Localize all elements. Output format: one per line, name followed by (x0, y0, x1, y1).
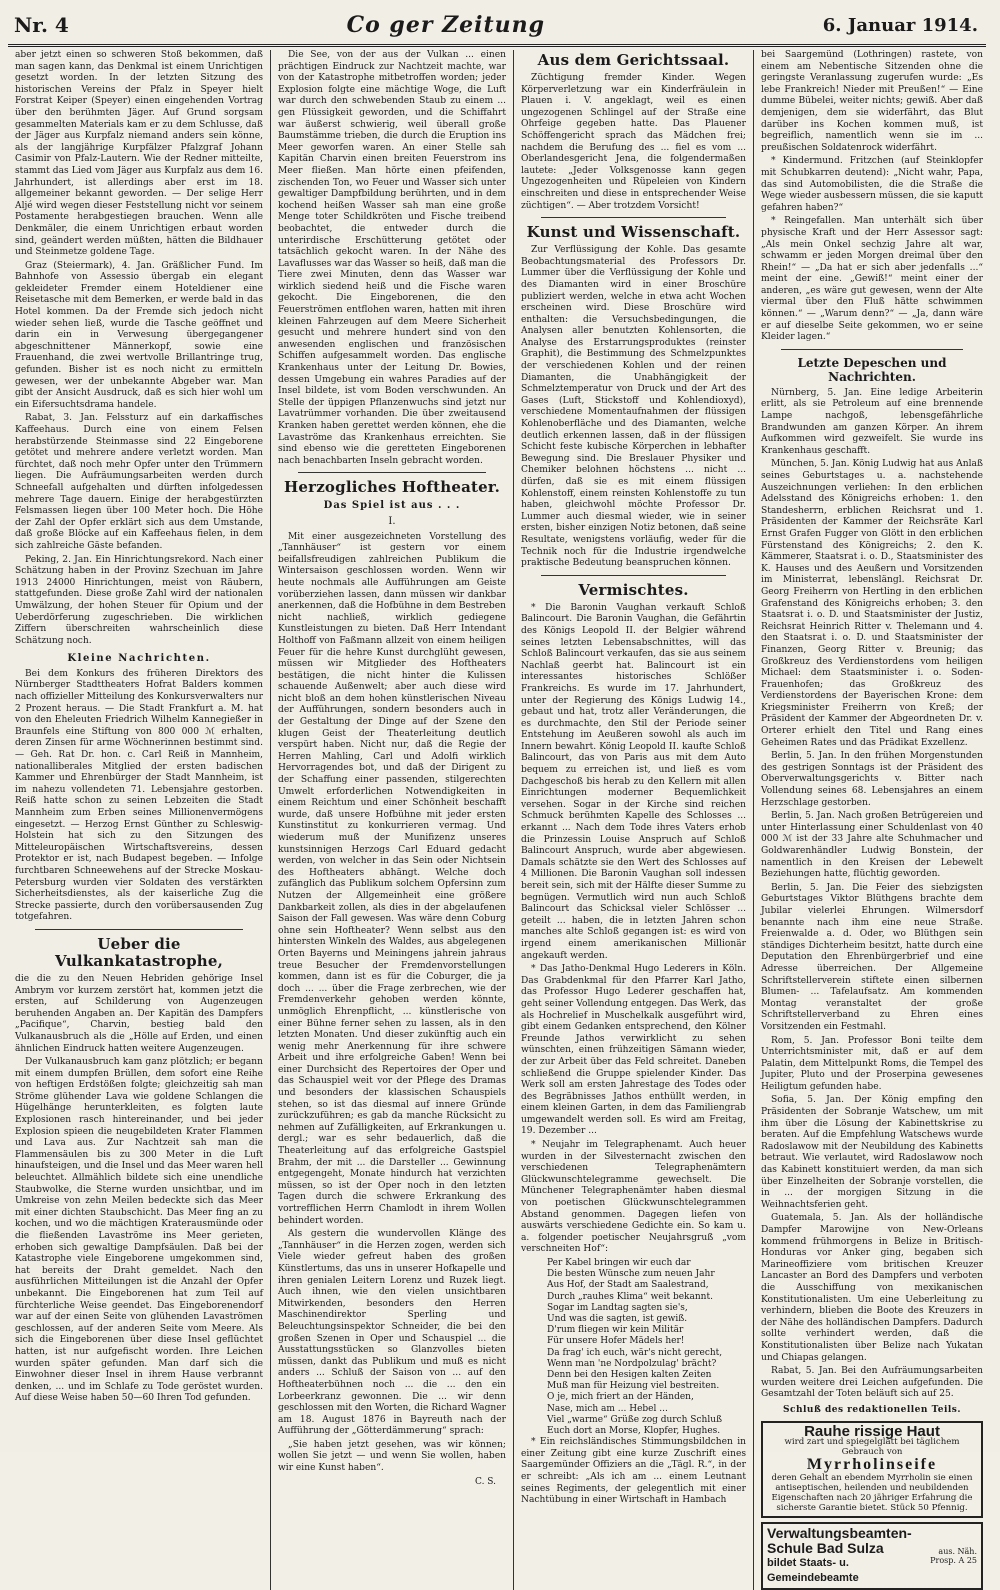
article-text: Bei dem Konkurs des früheren Direktors des Nürnberger Stadttheaters Hofrat Balders kommen nach offizieller Mitteilung des Konkursverwalters nur 2 Prozent heraus. — Die Stadt Frankfurt a. M. hat von den Eheleuten Friedrich Wilhelm Kannegießer in Braunfels eine Stiftung von 800 000 ℳ erhalten, deren Zinsen für arme Wöchnerinnen bestimmt sind. — Geh. Rat Dr. hon. c. Carl Reiß in Mannheim, nationalliberales Mitglied der ersten badischen Kammer und Ehrenbürger der Stadt Mannheim, ist im nahezu vollendeten 71. Lebensjahre gestorben. Reiß hatte schon zu seinen Lebzeiten die Stadt Mannheim zum Erben seines Millionenvermögens eingesetzt. — Herzog Ernst Günther zu Schleswig-Holstein hat sich zu den Sitzungen des Mitteleuropäischen Wirtschaftsvereins, dessen Protektor er ist, nach Budapest begeben. — Infolge furchtbaren Schneewehens auf der Strecke Moskau-Petersburg wurden vier Soldaten des verstärkten Sicherheitsdienstes, als der kaiserliche Zug die Strecke passierte, durch den vorübersausenden Zug totgefahren. (15, 668, 263, 923)
section-heading: Letzte Depeschen und Nachrichten. (797, 355, 947, 384)
article-text: Berlin, 5. Jan. Nach großen Betrügereien und unter Hinterlassung einer Schuldenlast von 40 000 ℳ ist der 33 Jahre alte Schuhmacher und Goldwarenhändler Ludwig Bonstein, der namentlich in den Kreisen der Lebewelt Beziehungen hatte, flüchtig geworden. (761, 811, 983, 880)
divider (298, 472, 486, 473)
poem-line: Viel „warme“ Grüße zog durch Schluß (547, 1414, 722, 1425)
poem-line: Da frag' ich euch, wär's nicht gerecht, (547, 1347, 723, 1358)
article-text: Rom, 5. Jan. Professor Boni teilte dem Unterrichtsminister mit, daß er auf dem Palatin, dem Mittelpunkt Roms, die Tempel des Jupiter, Pluto und der Proserpina gewesenes Heiligtum gefunden habe. (761, 1035, 983, 1092)
poem-line: Nase, mich am ... Hebel ... (547, 1403, 668, 1414)
ad-school-line: bildet Staats- u. Gemeindebeamte (767, 1556, 859, 1584)
section-heading: Aus dem Gerichtssaal. (537, 51, 730, 69)
ad-brand: Myrrholinseife (806, 1456, 938, 1474)
ad-text: wird zart und spiegelglatt bei täglichem Gebrauch von (784, 1437, 960, 1458)
article-text: Graz (Steiermark), 4. Jan. Gräßlicher Fund. Im Bahnhofe von Assessio übergab ein elegant gekleideter Fremder einem Hoteldiener eine Reisetasche mit dem Bemerken, er werde bald in das Hotel kommen. Da der Fremde sich jedoch nicht wieder sehen ließ, wurde die Tasche geöffnet und darin ein in Verwesung übergegangener abgeschnittener Männerkopf, sowie eine Frauenhand, die zwei wertvolle Brillantringe trug, gefunden. Bisher ist es noch nicht zu ermitteln gewesen, wer der unbekannte Abgeber war. Man gibt der Ansicht Ausdruck, daß es sich hier wohl um ein Eifersuchtsdrama handele. (15, 260, 263, 410)
column-2 (271, 50, 514, 1590)
article-text: die die zu den Neuen Hebriden gehörige Insel Ambrym vor kurzem zerstört hat, kommen jetzt die ersten, auf Schilderung von Augenzeugen beruhenden Angaben an. Der Kapitän des Dampfers „Pacifique“, Charvin, bestieg bald den Vulkanausbruch als die „Hölle auf Erden, und einen ähnlichen Eindruck hatten weitere Augenzeugen. (15, 973, 263, 1054)
poem-line: Muß man für Heizung viel bestreiten. (547, 1381, 720, 1392)
poem-line: Durch „rauhes Klima“ weit bekannt. (547, 1291, 713, 1302)
section-heading: Ueber die Vulkankatastrophe, (54, 934, 224, 970)
article-text: Peking, 2. Jan. Ein Hinrichtungsrekord. Nach einer Schätzung haben in der Provinz Szechuan im Jahre 1913 24000 Hinrichtungen, meist von Räubern, stattgefunden. Diese große Zahl wird der nationalen Umwälzung, der hohen Steuer für Opium und der Ueberdörferung zugeschrieben. Die wirklichen Ziffern überschreiten wahrscheinlich diese Schätzung noch. (15, 554, 263, 646)
newspaper-title: Co ger Zeitung (346, 12, 546, 38)
advertisement-school (761, 1522, 983, 1590)
article-text: Nürnberg, 5. Jan. Eine ledige Arbeiterin erlitt, als sie Petroleum auf eine brennende Lampe nachgoß, lebensgefährliche Brandwunden am ganzen Körper. An ihrem Aufkommen wird gezweifelt. Sie wurde ins Krankenhaus geschafft. (761, 387, 983, 456)
article-text: Mit einer ausgezeichneten Vorstellung des „Tannhäuser“ ist gestern vor einem beifallsfreudigen zahlreichen Publikum die Wintersaison geschlossen worden. Wenn wir heute nochmals alle Aufführungen am Geiste vorüberziehen lassen, dann müssen wir dankbar anerkennen, daß die Hofbühne in dem Bestreben nicht nachließ, wirklich gediegene Kunstleistungen zu bieten. Daß Herr Intendant Holthoff von Faßmann allzeit von einem heiligen Feuer für die hehre Kunst durchglüht gewesen, müssen wir Mitglieder des Hoftheaters bestätigen, die nicht hinter die Kulissen schauende Außenwelt; aber auch diese wird nicht bloß an dem hohen künstlerischen Niveau der Aufführungen, sondern besonders auch in der Gestaltung der Dinge auf der Szene den klugen Geist der Theaterleitung deutlich verspürt haben. Nicht nur, daß die Regie der Herren Mahling, Carl und Adolfi wirklich Hervorragendes bot, und daß der Dirigent zu der Schaffung einer passenden, stilgerechten Umwelt erforderlichen Notwendigkeiten in einem Reichtum und einer Schönheit beschafft wurde, daß unsere Hofbühne mit jeder ersten Kunstinstitut zu konkurrieren vermag. Und wiederum muß der Munifizenz unseres kunstsinnigen Herzogs Carl Eduard gedacht werden, von welcher in das Sein oder Nichtsein des Hoftheaters abhängt. Welche doch zufänglich das Publikum solchem Opfersinn zum Nutzen der Allgemeinheit eine größere Dankbarkeit zollen, als dies in der abgelaufenen Saison der Fall gewesen. Was wäre denn Coburg ohne sein Hoftheater? Wenn selbst aus den hintersten Winkeln des Waldes, aus abgelegenen Orten Bayerns und Meiningens jahrein jahraus treue Besucher der Fremdenvorstellungen kommen, dann ist es für die Coburger, die ja doch ... ... über die Frage zerbrechen, wie der Fremdenverkehr gehoben werden könnte, unmöglich Ehrenpflicht, ... künstlerische von einer Bühne ferner sehen zu lassen, als in den letzten Monaten. Und dieser zukünftig auch ein wenig mehr Anerkennung für ihre schwere Arbeit und ihre erfolgreiche Gaben! Wenn bei einer Durchsicht des Repertoires der Oper und das Schauspiel weit vor der Pflege des Dramas und besonders der klassischen Schauspiels stehen, so ist das diesmal auf innere Gründe zurückzuführen; es gab da manche Rücksicht zu nehmen auf Zufälligkeiten, auf Erkrankungen u. dergl.; war es sehr bedauerlich, daß die Theaterleitung auf das erfolgreiche Gastspiel Brahm, der mit ... die Darsteller ... Gewinnung entgegengeht, Monate hindurch hat verzichten müssen, so ist der Oper noch in den letzten Tagen durch die schwere Erkrankung des vortrefflichen Herrn Chamlodt in ihrem Wollen behindert worden. (278, 531, 506, 1226)
poem-line: Per Kabel bringen wir euch dar (547, 1258, 691, 1268)
article-text: * Die Baronin Vaughan verkauft Schloß Balincourt. Die Baronin Vaughan, die Gefährtin des Königs Leopold II. der Belgier während seines letzten Lebensabschnittes, will das Schloß Balincourt verkaufen, das sie aus seinem Nachlaß geerbt hat. Balincourt ist ein interessantes historisches Schlößer Frankreichs. Es wurde im 17. Jahrhundert, unter der Regierung des Königs Ludwig 14., gebaut und hat, trotz aller Veränderungen, die es durchmachte, den Stil der Periode seiner Entstehung im Aeußeren sowohl als auch im Innern bewahrt. König Leopold II. kaufte Schloß Balincourt, das von Paris aus mit dem Auto bequem zu erreichen ist, und ließ es vom Dachgeschoß bis herab zu den Kellern mit allen Einrichtungen moderner Bequemlichkeit versehen. Sogar in der Kirche sind reichen Schmuck berühmten Kapelle des Schlosses ... erkannt ... Nach dem Tode ihres Vaters erhob die Prinzessin Louise Anspruch auf Schloß Balincourt Anspruch, wurde aber abgewiesen. Damals schätzte sie den Wert des Schlosses auf 4 Millionen. Die Baronin Vaughan soll indessen bereit sein, sich mit der Hälfte dieser Summe zu begnügen. Vermutlich wird nun auch Schloß Balincourt das Schicksal vieler Schlösser ... geteilt ... haben, die in letzten Jahren schon manches alte Schloß gegangen ist: es wird von irgend einem amerikanischen Millionär angekauft werden. (521, 602, 746, 961)
poem-line: Die besten Wünsche zum neuen Jahr (547, 1269, 715, 1280)
columns (8, 50, 990, 1584)
article-text: Berlin, 5. Jan. In den frühen Morgenstunden des gestrigen Sonntags ist der Präsident des Oberverwaltungsgerichts v. Bitter nach Vollendung seines 68. Lebensjahres an einem Herzschlage gestorben. (761, 751, 983, 808)
part-number: I. (388, 515, 396, 527)
poem-line: Wenn man 'ne Nordpolzulag' brächt? (547, 1358, 717, 1369)
article-text: bei Saargemünd (Lothringen) rastete, von einem am Nebentische Sitzenden ohne die geringste Veranlassung zugerufen wurde: „Es lebe Frankreich! Nieder mit Preußen!“ — Eine dumme Bübelei, weiter nichts; gewiß. Aber daß demjenigen, dem sie widerfährt, das Blut darüber ins Kochen kommen muß, ist begreiflich, namentlich wenn sie im ... preußischen Soldatenrock widerfährt. (761, 50, 983, 153)
article-text: Rabat, 5. Jan. Bei den Aufräumungsarbeiten wurden weitere drei Leichen aufgefunden. Die Gesamtzahl der Toten beläuft sich auf 25. (761, 1366, 983, 1400)
article-text: Sofia, 5. Jan. Der König empfing den Präsidenten der Sobranje Watschew, um mit ihm über die Lösung der Kabinettskrise zu beraten. Auf die Empfehlung Watschews wurde Radoslawow mit der Neubildung des Kabinetts betraut. Wie verlautet, wird Radoslawow noch das Kabinett konstituiert werden, da man sich über Einzelheiten der Sobranje vorstellen, die in ... der morgigen Sitzung in die Weihnachtsferien geht. (761, 1095, 983, 1210)
ad-text: deren Gehalt an ebendem Myrrholin sie einen antiseptischen, heilenden und neubildenden Eigenschaften nach 20 jähriger Erfahrung die sicherste Garantie bietet. Stück 50 Pfennig. (771, 1472, 973, 1513)
divider (781, 349, 963, 350)
article-text: Züchtigung fremder Kinder. Wegen Körperverletzung war ein Kinderfräulein in Plauen i. V. angeklagt, weil es einen ungezogenen Schlingel auf der Straße eine Ohrfeige gegeben hatte. Das Plauener Schöffengericht sprach das Mädchen frei; nachdem die Berufung des ... fiel es vom ... Oberlandesgericht Jena, die folgendermaßen lautete: „Jeder Volksgenosse kann gegen Ungezogenheiten und Rüpeleien von Kindern einschreiten und diese in entsprechender Weise züchtigen“. — Aber trotzdem Vorsicht! (521, 73, 746, 211)
ad-school-name: Verwaltungsbeamten-Schule Bad Sulza (767, 1524, 912, 1556)
article-text: Zur Verflüssigung der Kohle. Das gesamte Beobachtungsmaterial des Professors Dr. Lummer über die Verflüssigung der Kohle und des Diamanten wird in einer Broschüre publiziert werden, welche in etwa acht Wochen erscheinen wird. Diese Broschüre wird enthalten: die Versuchsbedingungen, die Analysen aller benutzten Kohlensorten, die Analyse des Erstarrungsproduktes (reinster Graphit), die Bestimmung des Schmelzpunktes der verschiedenen Kohlen und der reinen Diamanten, die Unabhängigkeit der Schmelztemperatur von Druck und der Art des Gases (Luft, Stickstoff und Kohlendioxyd), verschiedene Momentaufnahmen der flüssigen Kohlenoberfläche und des Diamanten, welche deutlich erkennen lassen, daß in der flüssigen Schicht feste kubische Körperchen in lebhafter Bewegung sind. Die Breslauer Physiker und Chemiker belohnen höchstens ... nicht ... dürfen, daß sie es mit einem flüssigen Kohlenstoff, einem reinsten Kohlenstoffe zu tun haben, gleichwohl möchte Professor Dr. Lummer auch diesmal wieder, wie in seiner ersten, bisher einzigen Notiz betonen, daß seine Resultate, wenigstens vorläufig, weder für die Technik noch für die Industrie irgendwelche praktische Bedeutung beanspruchen können. (521, 245, 746, 569)
divider (35, 929, 243, 930)
poem-line: Aus Hof, der Stadt am Saalestrand, (547, 1280, 709, 1291)
section-heading: Kleine Nachrichten. (67, 653, 211, 665)
article-text: Berlin, 5. Jan. Die Feier des siebzigsten Geburtstages Viktor Blüthgens brachte dem Jubilar vielerlei Ehrungen. Wilmersdorf benannte nach ihm eine neue Straße. Freienwalde a. d. Oder, wo Blüthgen sein ständiges Dichterheim besitzt, hatte durch eine Deputation den Ehrenbürgerbrief und eine Adresse überreichen. Der Allgemeine Schriftstellerverein stiftete einen silbernen Blumen- ... Tafelaufsatz. Am kommenden Montag veranstaltet der große Schriftstellerverband zu Ehren eines Vorsitzenden ein Festmahl. (761, 882, 983, 1032)
ad-side-note: aus. Näh. Prosp. A 25 (930, 1546, 977, 1565)
section-heading: Vermischtes. (578, 580, 689, 599)
column-3 (514, 50, 754, 1590)
article-text: „Sie haben jetzt gesehen, was wir können; wollen Sie jetzt — und wenn Sie wollen, haben wir eine Kunst haben“. (278, 1439, 506, 1474)
article-text: Die See, von der aus der Vulkan ... einen prächtigen Eindruck zur Nachtzeit machte, war von der Katastrophe mitbetroffen worden; jeder Explosion folgte eine mächtige Woge, die Luft war durch den schwebenden Staub zu einem ... gen Flüssigkeit geworden, und die Schiffahrt war äußerst schwierig, weil überall große Baumstämme trieben, die durch die Eruption ins Meer geworfen waren. An einer Stelle sah Kapitän Charvin einen breiten Feuerstrom ins Meer fließen. Man hörte einen pfeifenden, zischenden Ton, wo Feuer und Wasser sich unter gewaltiger Dampfbildung berührten, und in dem kochend heißen Wasser sah man eine große Menge toter Schildkröten und Fische treibend beobachtet, die entweder durch die unterirdische Erschütterung getötet oder tatsächlich gekocht waren. In der Nähe des Lavaflusses war das Wasser so heiß, daß man die Tiere zwei Minuten, denn das Wasser war wirklich siedend heiß und die Fische waren gekocht. Die Eingeborenen, die den Feuerströmen entflohen waren, hatten mit ihren kleinen Fahrzeugen auf dem Meere Sicherheit gesucht und mehrere hundert sind von den anwesenden englischen und französischen Schiffen aufgesammelt worden. Das englische Krankenhaus unter der Leitung Dr. Bowies, dessen Umgebung ein wahres Paradies auf der Insel bildete, ist vom Boden verschwunden. An Stelle der üppigen Pflanzenwuchs sind jetzt nur Lavatrümmer vorhanden. Die über zweitausend Kranken haben gerettet werden können, ehe die Lavaströme das Krankenhaus erreichten. Sie sind ebenso wie die geretteten Eingeborenen nach benachbarten Inseln gebracht worden. (278, 50, 506, 466)
section-subheading: Das Spiel ist aus . . . (323, 500, 461, 512)
section-heading: Kunst und Wissenschaft. (526, 223, 741, 242)
article-text: Rabat, 3. Jan. Felssturz auf ein darkaffisches Kaffeehaus. Durch eine von einem Felsen herabstürzende Steinmasse sind 22 Eingeborene getötet und mehrere andere verletzt worden. Man fürchtet, daß noch mehr Opfer unter den Trümmern liegen. Die Aufräumungsarbeiten werden durch Schneefall aufgehalten und dürften infolgedessen mehrere Tage dauern. Einige der herabgestürzten Felsmassen liegen über 100 Meter hoch. Die Höhe der Zahl der Opfer erklärt sich aus dem Umstande, daß große Blöcke auf ein Kaffeehaus fielen, in dem sich zahlreiche Gäste befanden. (15, 413, 263, 551)
poem-line: O je, mich friert an der Händen, (547, 1392, 694, 1403)
column-1 (8, 50, 271, 1590)
poem-line: D'rum fliegen wir kein Militär (547, 1325, 684, 1336)
divider (541, 575, 726, 576)
article-text: aber jetzt einen so schweren Stoß bekommen, daß man sagen kann, das Denkmal ist einem Unrichtigen gesetzt worden. In der letzten Sitzung des historischen Vereins der Pfalz in Speyer hielt Forstrat Keiper (Speyer) einen eingehenden Vortrag über den berühmten Jäger. Auf Grund sorgsam gesammelten Materials kam er zu dem Schlusse, daß der Jäger aus Kurpfalz niemand anders sein könne, als der langjährige Kurpfälzer Pfalzgraf Johann Casimir von Pfalz-Lautern. Wie der Redner mitteilte, stammt das Lied vom Jäger aus Kurpfalz aus dem 16. Jahrhundert, ist allerdings aber erst im 18. allgemeiner bekannt geworden. — Der selige Herr Aljé wird wegen dieser Feststellung nicht vor seinem Postamente herabgestiegen brauchen. Wenn alle Denkmäler, die einem Unrichtigen erbaut worden sind, geändert werden müßten, hätten die Bildhauer und Steinmetze goldene Tage. (15, 50, 263, 258)
article-text: * Das Jatho-Denkmal Hugo Lederers in Köln. Das Grabdenkmal für den Pfarrer Karl Jatho, das Professor Hugo Lederer geschaffen hat, geht seiner Vollendung entgegen. Das Werk, das als Hochrelief in Muschelkalk ausgeführt wird, gibt einem Gedanken entsprechend, den Kölner Freunde Jathos verwirklicht zu sehen wünschten, einen frühzeitigen Sämann wieder, der zur Arbeit über das Feld schreitet. Daneben schließend die Gruppe spielender Kinder. Das Werk soll am ersten Jahrestage des Todes oder des Begräbnisses Jathos enthüllt werden, in einem kleinen Garten, in dem das Familiengrab umgewandelt werden soll. Es wird am Freitag, 19. Dezember ... (521, 964, 746, 1137)
article-text: * Reingefallen. Man unterhält sich über physische Kraft und der Herr Assessor sagt: „Als mein Onkel sechzig Jahre alt war, schwamm er jeden Morgen dreimal über den Rhein!“ — „Da hat er sich aber jedenfalls ...“ meint der eine. „Gewiß!“ meint einer der anderen, „es wäre gut gewesen, wenn der Alte viermal über den Fluß hätte schwimmen können.“ — „Warum denn?“ — „Ja, dann wäre er auf dieselbe Seite gekommen, wo er seine Kleider lagen.“ (761, 216, 983, 343)
poem-line: Sogar im Landtag sagten sie's, (547, 1302, 688, 1313)
article-text: Der Vulkanausbruch kam ganz plötzlich; er begann mit einem dumpfen Brüllen, dem sofort eine Reihe von heftigen Erdstößen folgte; gleichzeitig sah man Ströme glühender Lava wie goldene Schlangen die Hügelhänge herunterkleiten, es folgten laute Explosionen rasch hintereinander, und bei jeder Explosion spieen die neugebildeten Krater Flammen und Lava aus. Zur Nachtzeit sah man die Flammensäulen bis zu 300 Meter in die Luft hinaufsteigen, und die Insel und das Meer waren hell beleuchtet. Allmählich bildete sich eine unendliche Staubwolke, die Sterne wurden unsichtbar, und im Umkreise von zehn Meilen bedeckte sich das Meer mit einer dichten Staubschicht. Das Meer fing an zu kochen, und wo die mächtigen Kraterausmünde oder die fließenden Lavaströme ins Meer gerieten, erhoben sich gewaltige Dampfsäulen. Daß bei der Katastrophe viele Eingeborene umgekommen sind, hat bereits der Draht gemeldet. Nach den ausführlichen Mitteilungen ist die Anzahl der Opfer unbekannt. Die Eingeborenen hat zum Teil auf fürchterliche Weise geendet. Das Eingeborenendorf war auf der einen Seite von glühenden Lavaströmen geschlossen, auf der anderen Seite vom Meere. Als sich die Eingeborenen über diese Insel geflüchtet hatten, ist nur aufgefischt worden. Ihre Leichen wurden später gefunden. Man darf sich die Einwohner dieser Insel in ihrem Hause verbrannt denken, ... und im Schlafe zu Tode geröstet wurden. Auf diese Weise haben 50—60 Ihren Tod gefunden. (15, 1057, 263, 1404)
section-heading: Herzogliches Hoftheater. (283, 478, 501, 497)
ad-headline (767, 1526, 912, 1586)
article-text: * Kindermund. Fritzchen (auf Steinklopfer mit Schubkarren deutend): „Nicht wahr, Papa, das sind Automobilisten, die die Straße die Wege wieder ausbessern müssen, die sie kaputt gefahren haben?“ (761, 156, 983, 213)
poem (521, 1258, 746, 1437)
masthead (8, 6, 986, 47)
author-signature: C. S. (475, 1476, 496, 1487)
poem-line: Für unsere Hofer Mädels her! (547, 1336, 685, 1347)
advertisement-soap (761, 1421, 983, 1518)
ad-headline: Rauhe rissige Haut (804, 1422, 940, 1440)
article-text: Als gestern die wundervollen Klänge des „Tannhäuser“ in die Herzen zogen, werden sich Viele wieder gefreut haben des großen Künstlertums, das uns in unserer Hofkapelle und ihren genialen Leitern Lorenz und Ruzek liegt. Auch ihnen, wie den vielen unsichtbaren Mitwirkenden, besonders den Herren Maschinendirektor Sperling und Beleuchtungsinspektor Schneider, die bei den großen Szenen in Oper und Schauspiel ... die Ausstattungsstücken so Glanzvolles bieten müssen, dankt das Publikum und muß es nicht anders ... Schluß der Saison von ... auf den Hoftheaterbühnen noch ... die ... den ein Lorbeerkranz gewonnen. Die ... wir denn geschlossen mit den Worten, die Richard Wagner am 18. August 1876 in Bayreuth nach der Aufführung der „Götterdämmerung“ sprach: (278, 1229, 506, 1437)
column-4 (754, 50, 990, 1590)
poem-line: Euch dort an Morse, Klopfer, Hughes. (547, 1426, 721, 1437)
divider (541, 217, 726, 218)
editorial-end-note: Schluß des redaktionellen Teils. (782, 1404, 962, 1415)
article-text: * Ein reichsländisches Stimmungsbildchen in einer Zeitung gibt eine kurze Zuschrift eines Saargemünder Offiziers an die „Tägl. R.“, in der er schreibt: „Als ich am ... einem Leutnant seines Regiments, der gelegentlich mit einer Nachtübung in einer Wirtschaft in Hambach (521, 1437, 746, 1506)
issue-number: Nr. 4 (14, 13, 69, 37)
article-text: Guatemala, 5. Jan. Als der holländische Dampfer Marowijne von New-Orleans kommend frühmorgens in Belize in Britisch-Honduras vor Anker ging, begaben sich Marineoffiziere vom britischen Kreuzer Lancaster an Bord des Dampfers und verboten die Ausschiffung von mexikanischen Konstitutionalisten. Um eine Ueberleitung zu verhindern, blieben die Boote des Kreuzers in der Nähe des holländischen Dampfers. Dadurch sollte verhindert werden, daß die Konstitutionalisten über Belize nach Yukatan und Chiapas gelangen. (761, 1213, 983, 1363)
article-text: München, 5. Jan. König Ludwig hat aus Anlaß seines Geburtstages u. a. nachstehende Auszeichnungen verliehen: In den erblichen Adelsstand des Königreichs erhoben: 1. den Standesherrn, erblichen Reichsrat und 1. Präsidenten der Kammer der Reichsräte Karl Ernst Grafen Fugger von Glött in den erblichen Fürstenstand des Königreichs; 2. den K. Kämmerer, Staatsrat i. o. D., Staatsminister des K. Hauses und des Aeußern und Vorsitzenden im Ministerrat, lebenslängl. Reichsrat Dr. Georg Freiherrn von Hertling in den erblichen Grafenstand des Königreichs erhoben; 3. den Staatsrat i. o. D. und Staatsminister der Justiz, Reichsrat Heinrich Ritter v. Thelemann und 4. den Staatsrat i. o. D. und Staatsminister der Finanzen, Georg Ritter v. Breunig; das Großkreuz des Verdienstordens vom heiligen Michael: dem Staatsminister i. o. Soden-Frauenhofen; das Großkreuz des Verdienstordens der Bayerischen Krone: dem Kriegsminister Freiherrn von Kreß; der Präsident der Kammer der Abgeordneten Dr. v. Orterer erhielt den Titel und Rang eines Geheimen Rates und das Prädikat Exzellenz. (761, 459, 983, 748)
poem-line: Und was die sagten, ist gewiß. (547, 1314, 688, 1325)
issue-date: 6. Januar 1914. (822, 14, 978, 36)
article-text: * Neujahr im Telegraphenamt. Auch heuer wurden in der Silvesternacht zwischen den verschiedenen Telegraphenämtern Glückwunschtelegramme gewechselt. Die Münchener Telegraphenämter haben diesmal von poetischen Glückwunschtelegrammen Abstand genommen. Dagegen liefen von auswärts verschiedene Gedichte ein. So kam u. a. folgender poetischer Neujahrsgruß „vom verschneiten Hof“: (521, 1140, 746, 1255)
poem-line: Denn bei den Hesigen kalten Zeiten (547, 1370, 712, 1381)
